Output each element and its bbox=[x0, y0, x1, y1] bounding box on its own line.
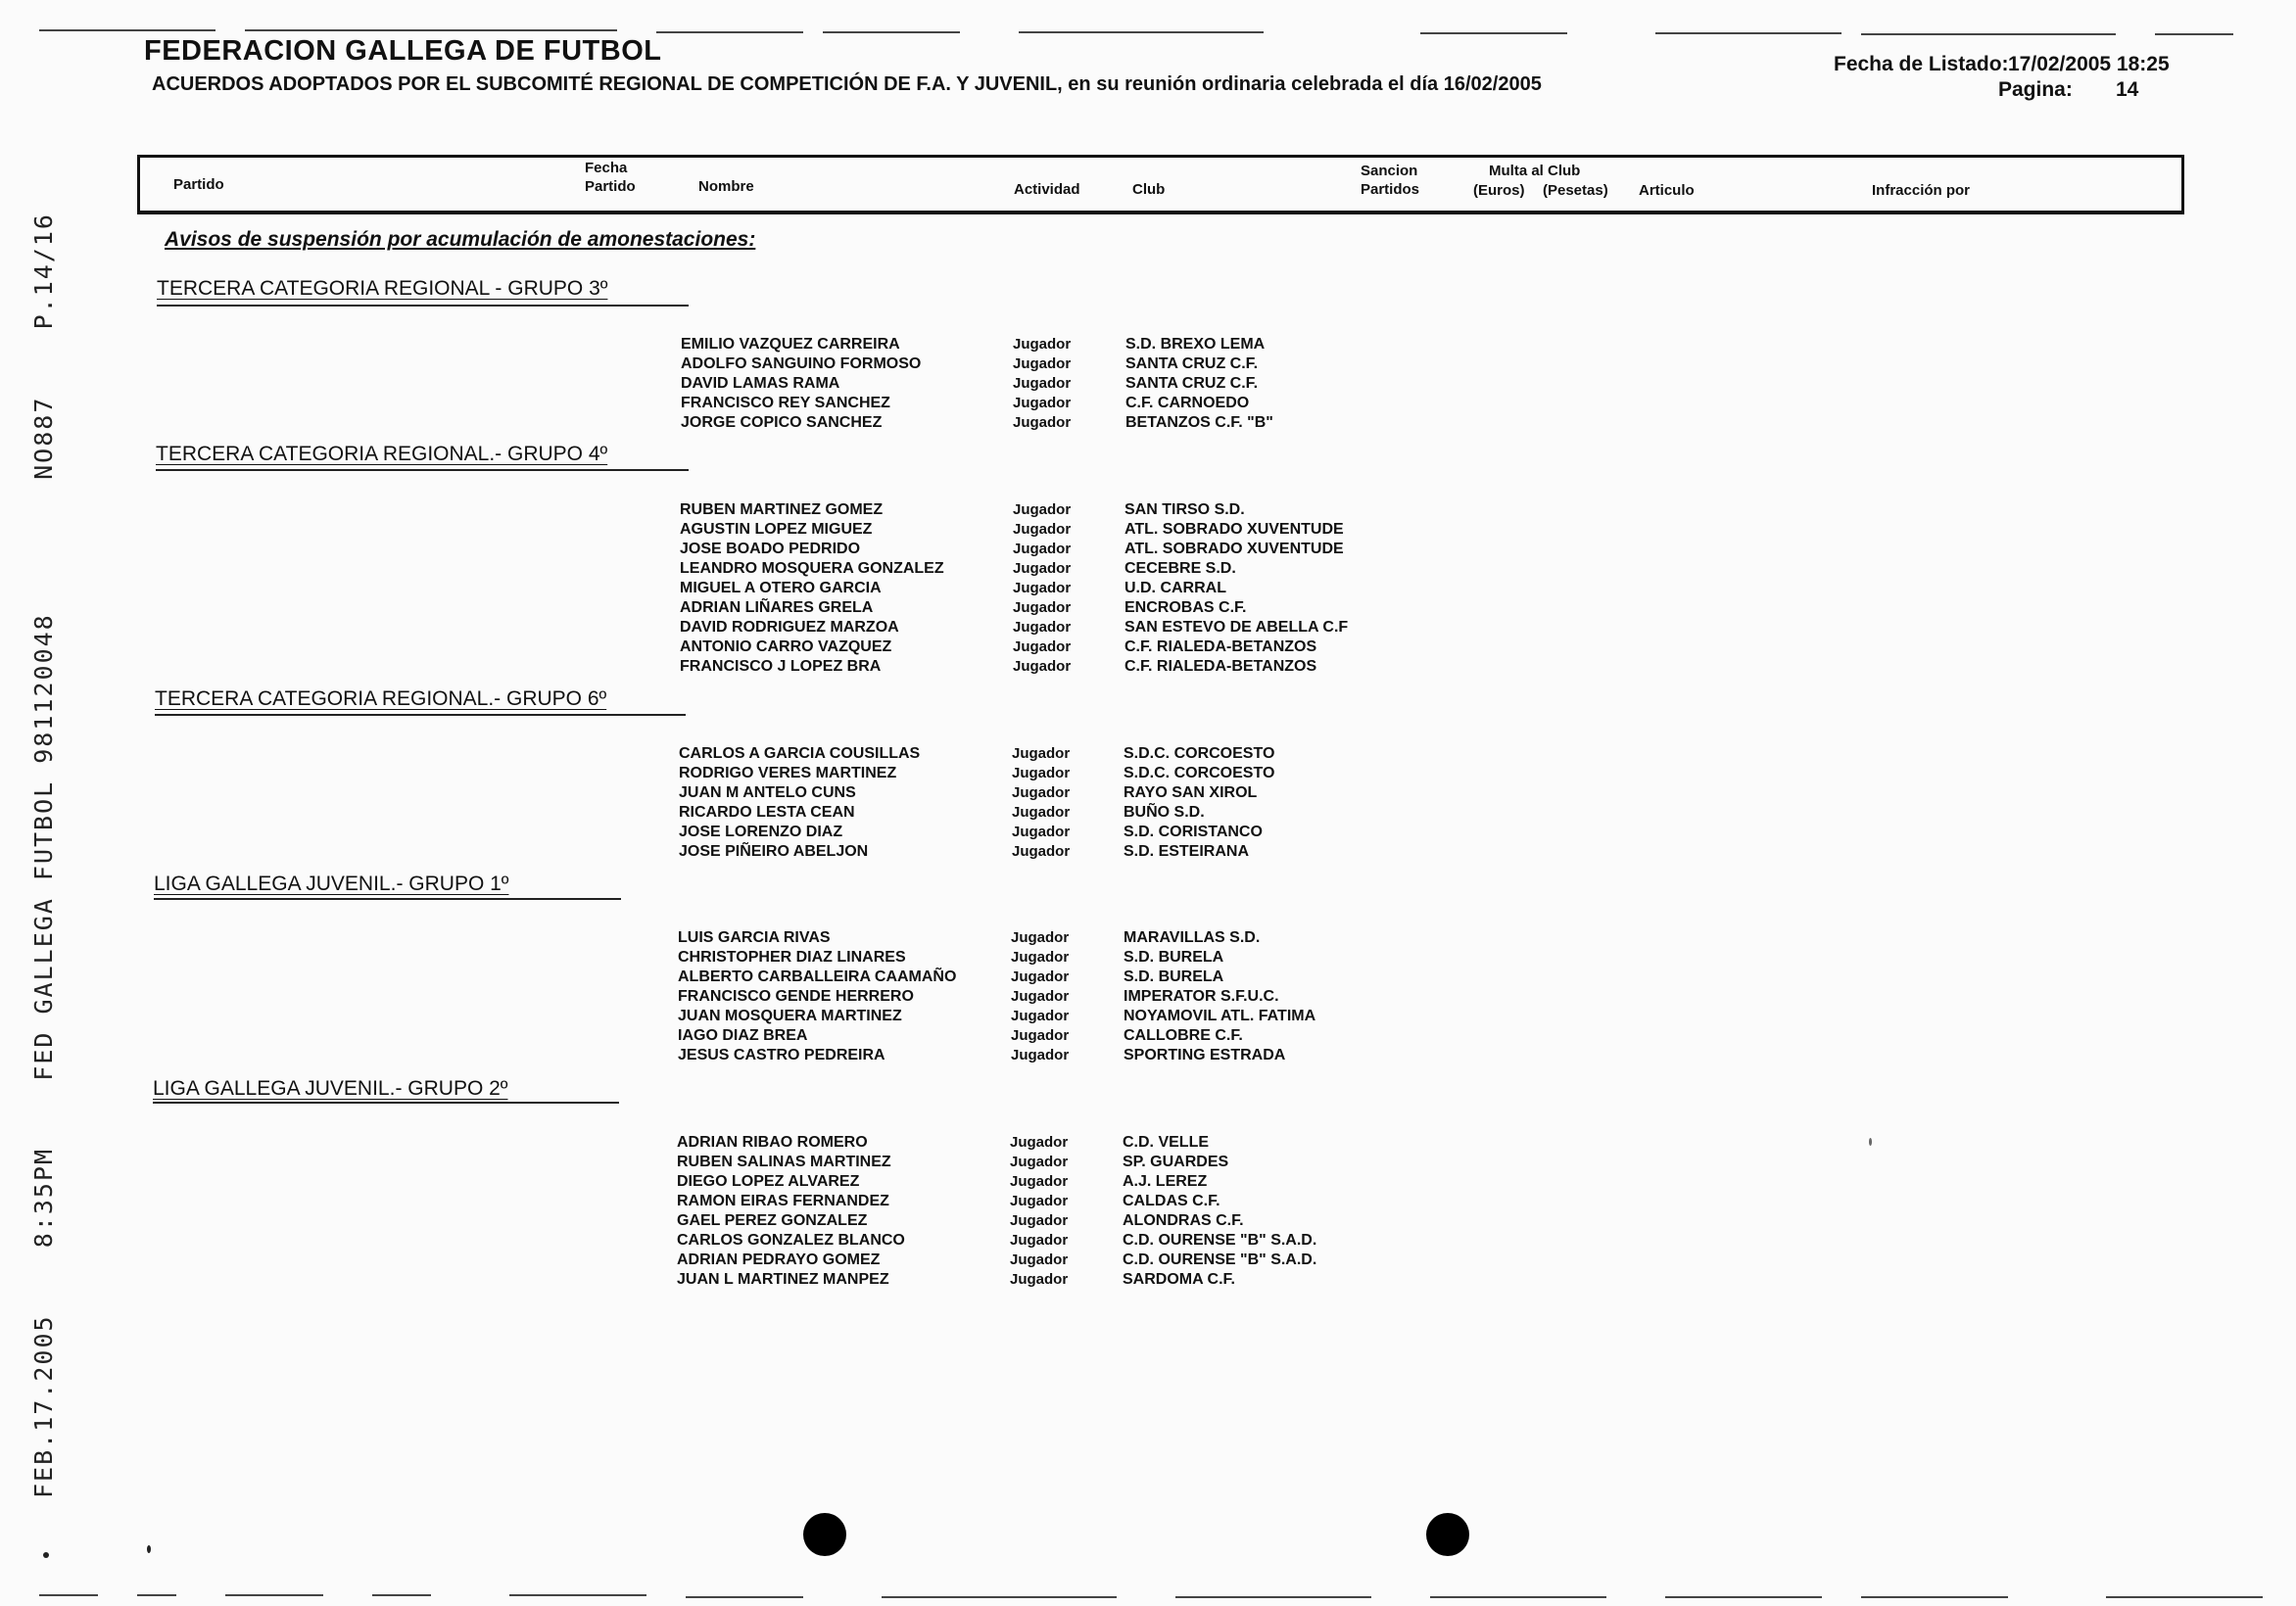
player-name: DAVID RODRIGUEZ MARZOA bbox=[680, 619, 899, 636]
player-club: ENCROBAS C.F. bbox=[1124, 599, 1247, 616]
player-activity: Jugador bbox=[1013, 619, 1072, 636]
col-nombre: Nombre bbox=[698, 178, 754, 195]
player-name: RAMON EIRAS FERNANDEZ bbox=[677, 1193, 889, 1209]
player-club: SANTA CRUZ C.F. bbox=[1125, 375, 1259, 392]
player-club: ATL. SOBRADO XUVENTUDE bbox=[1124, 541, 1344, 557]
player-activity: Jugador bbox=[1013, 375, 1072, 392]
player-club: ATL. SOBRADO XUVENTUDE bbox=[1124, 521, 1344, 538]
player-name: ANTONIO CARRO VAZQUEZ bbox=[680, 638, 892, 655]
player-name: RUBEN SALINAS MARTINEZ bbox=[677, 1154, 891, 1170]
player-activity: Jugador bbox=[1011, 949, 1070, 966]
player-club: CALDAS C.F. bbox=[1123, 1193, 1220, 1209]
player-club: IMPERATOR S.F.U.C. bbox=[1124, 988, 1279, 1005]
section-rule bbox=[154, 898, 621, 900]
player-club: S.D. BURELA bbox=[1124, 949, 1224, 966]
player-club: SP. GUARDES bbox=[1123, 1154, 1229, 1170]
player-activity: Jugador bbox=[1010, 1173, 1069, 1190]
player-activity: Jugador bbox=[1013, 599, 1072, 616]
player-activity: Jugador bbox=[1013, 658, 1072, 675]
player-club: ALONDRAS C.F. bbox=[1123, 1212, 1244, 1229]
player-name: JOSE LORENZO DIAZ bbox=[679, 824, 843, 840]
section-rule bbox=[153, 1102, 619, 1104]
player-name: EMILIO VAZQUEZ CARREIRA bbox=[681, 336, 900, 353]
player-activity: Jugador bbox=[1013, 414, 1072, 431]
scan-speck bbox=[147, 1545, 151, 1553]
player-name: JOSE PIÑEIRO ABELJON bbox=[679, 843, 869, 860]
fax-transmission-header: FEB.17.2005 8:35PM FED GALLEGA FUTBOL 981120048 NO887 P.14/16 bbox=[29, 213, 58, 1498]
player-activity: Jugador bbox=[1013, 501, 1072, 518]
player-name: RICARDO LESTA CEAN bbox=[679, 804, 855, 821]
player-activity: Jugador bbox=[1011, 988, 1070, 1005]
player-club: BETANZOS C.F. "B" bbox=[1125, 414, 1273, 431]
player-club: NOYAMOVIL ATL. FATIMA bbox=[1124, 1008, 1316, 1024]
player-activity: Jugador bbox=[1012, 784, 1071, 801]
player-name: CHRISTOPHER DIAZ LINARES bbox=[678, 949, 906, 966]
player-club: RAYO SAN XIROL bbox=[1124, 784, 1258, 801]
section-title: TERCERA CATEGORIA REGIONAL.- GRUPO 6º bbox=[155, 687, 607, 710]
player-club: C.D. VELLE bbox=[1123, 1134, 1210, 1151]
player-name: JESUS CASTRO PEDREIRA bbox=[678, 1047, 885, 1063]
document-subtitle: ACUERDOS ADOPTADOS POR EL SUBCOMITÉ REGIONAL DE COMPETICIÓN DE F.A. Y JUVENIL, en su reunión ordinaria celebrada el día 16/02/2005 bbox=[152, 73, 1542, 95]
player-name: JUAN L MARTINEZ MANPEZ bbox=[677, 1271, 889, 1288]
player-name: AGUSTIN LOPEZ MIGUEZ bbox=[680, 521, 873, 538]
col-actividad: Actividad bbox=[1014, 181, 1080, 198]
player-name: RODRIGO VERES MARTINEZ bbox=[679, 765, 897, 781]
section-title: LIGA GALLEGA JUVENIL.- GRUPO 2º bbox=[153, 1077, 508, 1100]
player-name: ADRIAN LIÑARES GRELA bbox=[680, 599, 874, 616]
player-club: C.F. RIALEDA-BETANZOS bbox=[1124, 638, 1317, 655]
player-club: S.D.C. CORCOESTO bbox=[1124, 745, 1275, 762]
player-activity: Jugador bbox=[1010, 1212, 1069, 1229]
player-activity: Jugador bbox=[1013, 560, 1072, 577]
player-club: U.D. CARRAL bbox=[1124, 580, 1226, 596]
player-name: JUAN MOSQUERA MARTINEZ bbox=[678, 1008, 902, 1024]
player-activity: Jugador bbox=[1013, 336, 1072, 353]
player-name: ALBERTO CARBALLEIRA CAAMAÑO bbox=[678, 968, 957, 985]
player-club: CALLOBRE C.F. bbox=[1124, 1027, 1243, 1044]
col-partido: Partido bbox=[173, 176, 224, 193]
player-activity: Jugador bbox=[1012, 804, 1071, 821]
player-name: FRANCISCO REY SANCHEZ bbox=[681, 395, 890, 411]
player-club: C.F. CARNOEDO bbox=[1125, 395, 1250, 411]
player-club: C.F. RIALEDA-BETANZOS bbox=[1124, 658, 1317, 675]
player-name: LEANDRO MOSQUERA GONZALEZ bbox=[680, 560, 944, 577]
player-name: FRANCISCO J LOPEZ BRA bbox=[680, 658, 882, 675]
scan-speck bbox=[1869, 1138, 1872, 1146]
player-name: RUBEN MARTINEZ GOMEZ bbox=[680, 501, 884, 518]
player-club: SAN TIRSO S.D. bbox=[1124, 501, 1245, 518]
player-name: IAGO DIAZ BREA bbox=[678, 1027, 808, 1044]
player-name: ADOLFO SANGUINO FORMOSO bbox=[681, 355, 922, 372]
player-club: C.D. OURENSE "B" S.A.D. bbox=[1123, 1232, 1317, 1249]
player-activity: Jugador bbox=[1010, 1252, 1069, 1268]
player-activity: Jugador bbox=[1013, 541, 1072, 557]
document-title: FEDERACION GALLEGA DE FUTBOL bbox=[144, 35, 662, 67]
player-club: CECEBRE S.D. bbox=[1124, 560, 1236, 577]
player-club: S.D.C. CORCOESTO bbox=[1124, 765, 1275, 781]
player-club: S.D. ESTEIRANA bbox=[1124, 843, 1250, 860]
player-activity: Jugador bbox=[1011, 1008, 1070, 1024]
section-rule bbox=[155, 714, 686, 716]
player-activity: Jugador bbox=[1010, 1134, 1069, 1151]
col-articulo: Articulo bbox=[1639, 182, 1695, 199]
player-activity: Jugador bbox=[1010, 1193, 1069, 1209]
section-rule bbox=[156, 469, 689, 471]
player-name: GAEL PEREZ GONZALEZ bbox=[677, 1212, 868, 1229]
player-name: JOSE BOADO PEDRIDO bbox=[680, 541, 861, 557]
player-club: SPORTING ESTRADA bbox=[1124, 1047, 1286, 1063]
section-rule bbox=[157, 305, 689, 307]
page-number: 14 bbox=[2116, 78, 2139, 101]
player-activity: Jugador bbox=[1013, 521, 1072, 538]
player-club: A.J. LEREZ bbox=[1123, 1173, 1208, 1190]
col-infraccion: Infracción por bbox=[1872, 182, 1971, 199]
player-name: DIEGO LOPEZ ALVAREZ bbox=[677, 1173, 860, 1190]
player-name: JUAN M ANTELO CUNS bbox=[679, 784, 856, 801]
col-sancion-bottom: Partidos bbox=[1361, 181, 1420, 198]
player-club: SARDOMA C.F. bbox=[1123, 1271, 1235, 1288]
player-activity: Jugador bbox=[1010, 1232, 1069, 1249]
punch-hole bbox=[1426, 1513, 1469, 1556]
player-activity: Jugador bbox=[1012, 745, 1071, 762]
col-club: Club bbox=[1132, 181, 1166, 198]
col-fecha-partido-top: Fecha bbox=[585, 160, 628, 176]
scan-speck bbox=[43, 1552, 49, 1558]
player-activity: Jugador bbox=[1011, 1027, 1070, 1044]
section-title: TERCERA CATEGORIA REGIONAL.- GRUPO 4º bbox=[156, 443, 608, 465]
player-activity: Jugador bbox=[1011, 929, 1070, 946]
player-activity: Jugador bbox=[1012, 843, 1071, 860]
player-activity: Jugador bbox=[1013, 638, 1072, 655]
player-name: ADRIAN RIBAO ROMERO bbox=[677, 1134, 868, 1151]
player-club: SANTA CRUZ C.F. bbox=[1125, 355, 1259, 372]
col-multa-pesetas: (Pesetas) bbox=[1543, 182, 1608, 199]
col-fecha-partido-bottom: Partido bbox=[585, 178, 636, 195]
player-activity: Jugador bbox=[1013, 395, 1072, 411]
player-activity: Jugador bbox=[1012, 824, 1071, 840]
page-label: Pagina: bbox=[1998, 78, 2073, 101]
player-activity: Jugador bbox=[1010, 1154, 1069, 1170]
player-activity: Jugador bbox=[1010, 1271, 1069, 1288]
col-multa-club: Multa al Club bbox=[1489, 163, 1581, 179]
player-name: FRANCISCO GENDE HERRERO bbox=[678, 988, 914, 1005]
punch-hole bbox=[803, 1513, 846, 1556]
section-title: LIGA GALLEGA JUVENIL.- GRUPO 1º bbox=[154, 873, 509, 895]
col-multa-euros: (Euros) bbox=[1473, 182, 1525, 199]
player-activity: Jugador bbox=[1013, 355, 1072, 372]
listing-date-label: Fecha de Listado: bbox=[1834, 53, 2009, 75]
player-activity: Jugador bbox=[1013, 580, 1072, 596]
suspension-notice-heading: Avisos de suspensión por acumulación de amonestaciones: bbox=[165, 228, 756, 251]
player-name: ADRIAN PEDRAYO GOMEZ bbox=[677, 1252, 881, 1268]
player-club: BUÑO S.D. bbox=[1124, 804, 1205, 821]
player-activity: Jugador bbox=[1011, 1047, 1070, 1063]
player-activity: Jugador bbox=[1012, 765, 1071, 781]
player-club: S.D. BREXO LEMA bbox=[1125, 336, 1266, 353]
player-club: SAN ESTEVO DE ABELLA C.F bbox=[1124, 619, 1349, 636]
player-club: MARAVILLAS S.D. bbox=[1124, 929, 1261, 946]
player-activity: Jugador bbox=[1011, 968, 1070, 985]
player-name: DAVID LAMAS RAMA bbox=[681, 375, 840, 392]
player-club: S.D. BURELA bbox=[1124, 968, 1224, 985]
player-club: S.D. CORISTANCO bbox=[1124, 824, 1263, 840]
col-sancion-top: Sancion bbox=[1361, 163, 1418, 179]
player-name: CARLOS A GARCIA COUSILLAS bbox=[679, 745, 921, 762]
player-club: C.D. OURENSE "B" S.A.D. bbox=[1123, 1252, 1317, 1268]
player-name: LUIS GARCIA RIVAS bbox=[678, 929, 831, 946]
player-name: CARLOS GONZALEZ BLANCO bbox=[677, 1232, 905, 1249]
section-title: TERCERA CATEGORIA REGIONAL - GRUPO 3º bbox=[157, 277, 608, 300]
player-name: JORGE COPICO SANCHEZ bbox=[681, 414, 883, 431]
listing-date-value: 17/02/2005 18:25 bbox=[2008, 53, 2170, 75]
player-name: MIGUEL A OTERO GARCIA bbox=[680, 580, 882, 596]
